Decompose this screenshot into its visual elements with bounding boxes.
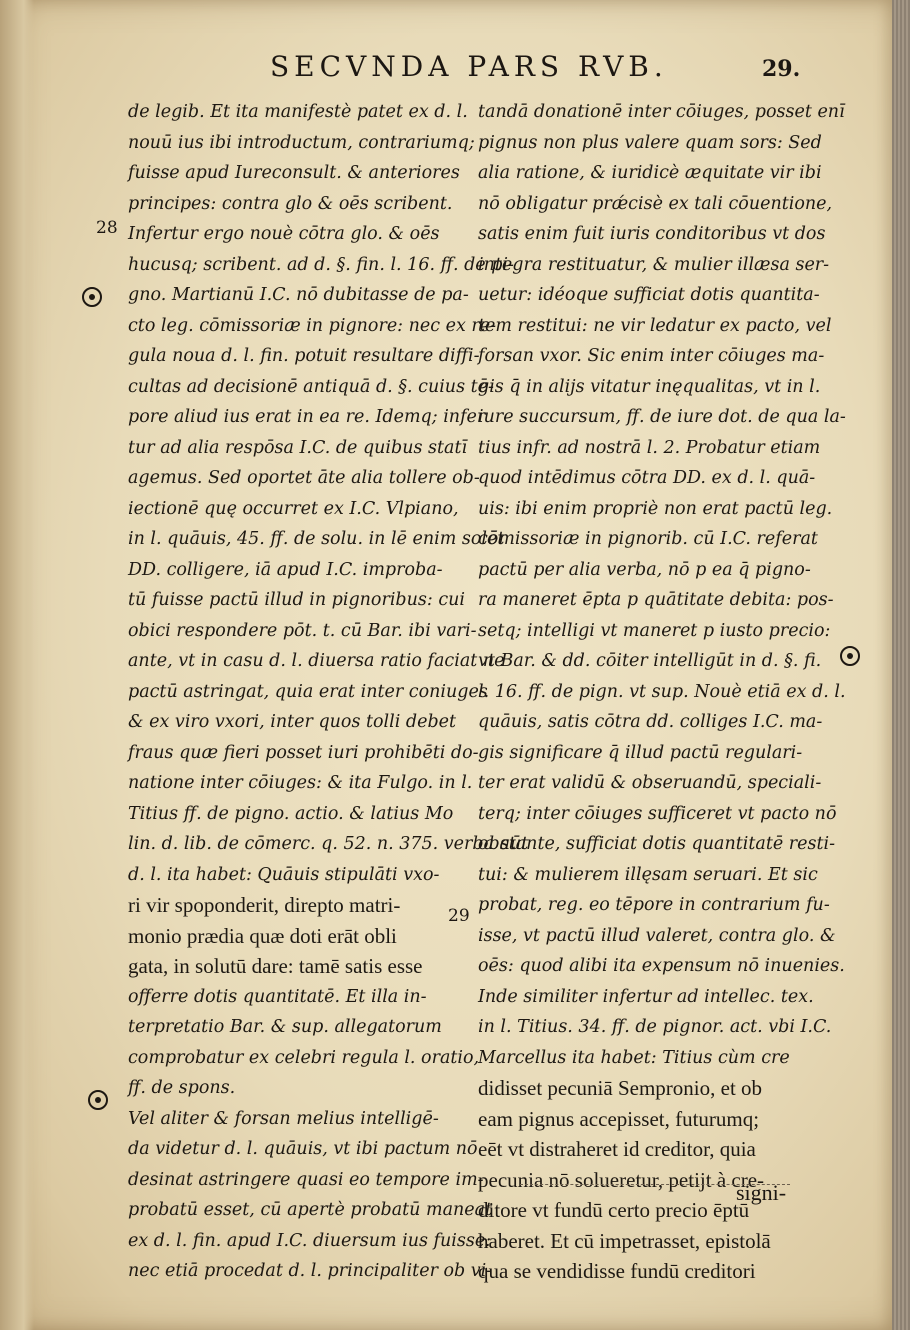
text-line: cōmissoriæ in pignorib. cū I.C. referat [478,529,818,549]
text-line: setq; intelligi vt maneret p iusto precio: [478,620,831,641]
text-line: tui: & mulierem illęsam seruari. Et sic [478,864,818,885]
text-line: da videtur d. l. quāuis, vt ibi pactum nō [128,1139,478,1159]
text-line: vt Bar. & dd. cōiter intelligūt in d. §. fi. [478,651,822,671]
text-line: gula noua d. l. fin. potuit resultare diffi- [128,346,480,366]
text-line: hucusq; scribent. ad d. §. fin. l. 16. ff. de pi- [128,254,514,275]
text-line: agemus. Sed oportet āte alia tollere ob- [128,468,480,488]
text-line: ff. de spons. [128,1078,236,1098]
text-line: cultas ad decisionē antiquā d. §. cuius tē- [128,376,494,397]
text-line: Marcellus ita habet: Titius cùm cre [478,1047,790,1068]
text-line: isse, vt pactū illud valeret, contra glo. & [478,925,836,946]
running-title: SECVNDA PARS RVB. [270,50,668,83]
text-line: Titius ff. de pigno. actio. & latius Mo [128,803,454,824]
text-line: ter erat validū & obseruandū, speciali- [478,773,822,793]
text-line: de legib. Et ita manifestè patet ex d. l. [128,102,468,122]
text-line: terq; inter cōiuges sufficeret vt pacto nō [478,803,837,824]
text-line: tius infr. ad nostrā l. 2. Probatur etiam [478,437,821,458]
right-text-column [478,97,846,1287]
text-line: qua se vendidisse fundū creditori [478,1259,756,1283]
margin-circle-mark [840,646,860,666]
text-line: didisset pecuniā Sempronio, et ob [478,1076,763,1100]
text-line: quod intēdimus cōtra DD. ex d. l. quā- [478,468,816,488]
text-line: eam pignus accepisset, futurumq; [478,1106,760,1131]
text-line: principes: contra glo & oēs scribent. [128,193,453,214]
margin-number-29: 29 [448,906,470,926]
text-line: tur ad alia respōsa I.C. de quibus statī [128,437,468,458]
text-line: nec etiā procedat d. l. principaliter ob vi- [128,1261,493,1281]
text-line: fraus quæ fieri posset iuri prohibēti do- [128,742,479,763]
text-line: fuisse apud Iureconsult. & anteriores [128,163,460,183]
text-line: probatū esset, cū apertè probatū maneat [128,1200,493,1220]
text-line: iure succursum, ff. de iure dot. de qua la- [478,407,846,427]
text-line: tandā donationē inter cōiuges, posset enī [478,102,845,122]
text-line: Inde similiter infertur ad intellec. tex. [478,986,814,1007]
text-line: obstante, sufficiat dotis quantitatē resti- [478,834,836,854]
text-line: monio prædia quæ doti erāt obli [128,923,397,948]
text-line: pactū per alia verba, nō p ea q̄ pigno- [478,559,811,580]
text-line: iectionē quę occurret ex I.C. Vlpiano, [128,498,459,519]
text-line: Infertur ergo nouè cōtra glo. & oēs [128,224,440,244]
text-line: ri vir spoponderit, direpto matri- [128,893,401,917]
text-line: obici respondere pōt. t. cū Bar. ibi vari- [128,620,477,641]
text-line: tem restitui: ne vir ledatur ex pacto, vel [478,315,832,336]
text-line: desinat astringere quasi eo tempore im- [128,1169,484,1190]
text-line: in l. Titius. 34. ff. de pignor. act. vbi I.C. [478,1017,832,1037]
text-line: haberet. Et cū impetrasset, epistolā [478,1228,771,1253]
text-line: ditore vt fundū certo precio ēptū [478,1198,750,1222]
text-line: uetur: idéoque sufficiat dotis quantita- [478,285,820,305]
text-line: pignus non plus valere quam sors: Sed [478,132,822,153]
text-line: oēs: quod alibi ita expensum nō inuenies. [478,956,845,976]
margin-circle-mark [88,1090,108,1110]
text-line: ra maneret ēpta p quātitate debita: pos- [478,590,834,610]
text-line: quāuis, satis cōtra dd. colliges I.C. ma- [478,712,823,732]
text-line: ante, vt in casu d. l. diuersa ratio faciat ne [128,651,505,671]
text-line: uis: ibi enim propriè non erat pactū leg. [478,498,833,519]
text-line: gis q̄ in alijs vitatur inęqualitas, vt in l. [478,376,821,397]
text-line: Vel aliter & forsan melius intelligē- [128,1108,439,1129]
text-line: nouū ius ibi introductum, contrariumq; [128,132,475,153]
text-line: integra restituatur, & mulier illæsa ser- [478,254,830,275]
fore-edge-page-stack [892,0,910,1330]
text-line: alia ratione, & iuridicè æquitate vir ibi [478,163,822,183]
text-line: probat, reg. eo tēpore in contrarium fu- [478,895,830,915]
left-text-column [128,97,529,1287]
page-number: 29. [762,56,801,82]
text-line: natione inter cōiuges: & ita Fulgo. in l. [128,773,473,793]
binding-gutter [0,0,34,1330]
text-line: & ex viro vxori, inter quos tolli debet [128,712,457,732]
text-line: gno. Martianū I.C. nō dubitasse de pa- [128,285,469,305]
text-line: gis significare q̄ illud pactū regulari- [478,742,803,763]
margin-number-28: 28 [96,218,118,238]
text-line: satis enim fuit iuris conditoribus vt dos [478,224,826,244]
text-line: comprobatur ex celebri regula l. oratio, [128,1047,480,1068]
text-line: DD. colligere, iā apud I.C. improba- [128,559,443,580]
text-line: forsan vxor. Sic enim inter cōiuges ma- [478,346,825,366]
text-line: cto leg. cōmissoriæ in pignore: nec ex re- [128,315,497,336]
text-line: pore aliud ius erat in ea re. Idemq; infer [128,407,486,427]
text-line: gata, in solutū dare: tamē satis esse [128,954,423,978]
margin-circle-mark [82,287,102,307]
text-line: ex d. l. fin. apud I.C. diuersum ius fuisse: [128,1230,492,1251]
text-line: eēt vt distraheret id creditor, quia [478,1137,756,1161]
text-line: terpretatio Bar. & sup. allegatorum [128,1017,442,1037]
text-line: d. l. ita habet: Quāuis stipulāti vxo- [128,864,440,885]
text-line: lin. d. lib. de cōmerc. q. 52. n. 375. verba aūt [128,834,529,854]
text-line: tū fuisse pactū illud in pignoribus: cui [128,590,466,610]
text-line: nō obligatur prǽcisè ex tali cōuentione, [478,193,833,214]
catchword: signi- [736,1180,787,1205]
text-line: in l. quāuis, 45. ff. de solu. in lē enim solēt [128,529,505,549]
text-line: pecunia nō solueretur, petijt à cre- [478,1167,765,1192]
text-line: l. 16. ff. de pign. vt sup. Nouè etiā ex d. l. [478,681,846,702]
text-line: offerre dotis quantitatē. Et illa in- [128,986,427,1007]
text-line: pactū astringat, quia erat inter coniuges [128,681,488,702]
